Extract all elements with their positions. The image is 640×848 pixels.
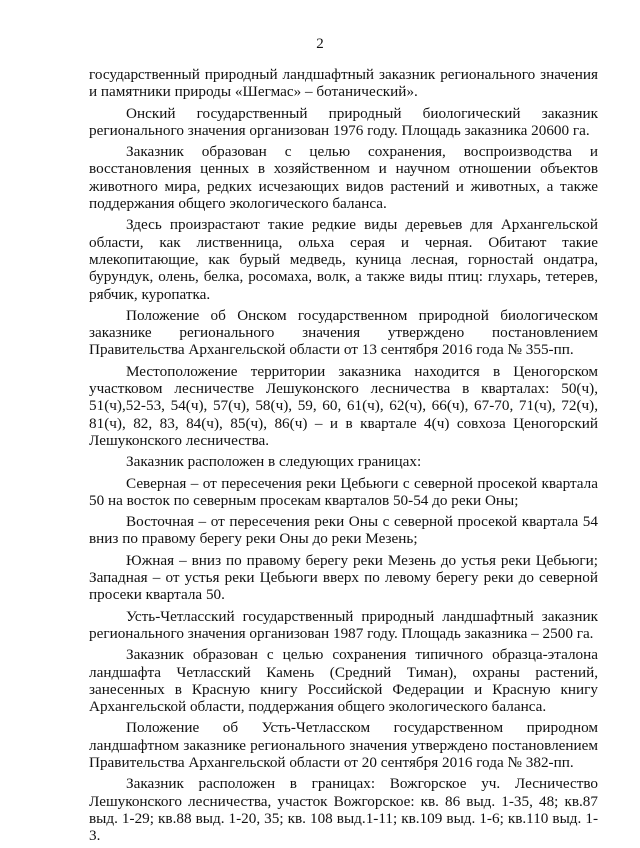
paragraph: Местоположение территории заказника находится в Ценогорском участковом лесничестве Лешуконского лесничества в кварталах: 50(ч), 51(ч),52-53, 54(ч), 57(ч), 58(ч), 59, 60, 61(ч), 62(ч), 66(ч), 67-70, 71(ч), 72(ч), 81(ч), 82, 83, 84(ч), 85(ч), 86(ч) – и в квартале 4(ч) совхоза Ценогорский Лешуконского лесничества. <box>89 362 598 449</box>
paragraph: Здесь произрастают такие редкие виды деревьев для Архангельской области, как лиственница, ольха серая и черная. Обитают такие млекопитающие, как бурый медведь, куница лесная, горностай ондатра, бурундук, олень, белка, росомаха, волк, а также виды птиц: глухарь, тетерев, рябчик, куропатка. <box>89 216 598 303</box>
paragraph: Заказник расположен в границах: Вожгорское уч. Лесничество Лешуконского лесничества, участок Вожгорское: кв. 86 выд. 1-35, 48; кв.87 выд. 1-29; кв.88 выд. 1-20, 35; кв. 108 выд.1-11; кв.109 выд. 1-6; кв.110 выд. 1-3. <box>89 775 598 845</box>
paragraph: Южная – вниз по правому берегу реки Мезень до устья реки Цебьюги; Западная – от устья реки Цебьюги вверх по левому берегу реки до северной просеки квартала 50. <box>89 551 598 604</box>
paragraph: Заказник образован с целью сохранения типичного образца-эталона ландшафта Четласский Камень (Средний Тиман), охраны растений, занесенных в Красную книгу Российской Федерации и Красную книгу Архангельской области, поддержания общего экологического баланса. <box>89 646 598 716</box>
paragraph: Положение об Онском государственном природной биологическом заказнике регионального значения утверждено постановлением Правительства Архангельской области от 13 сентября 2016 года № 355-пп. <box>89 306 598 359</box>
paragraph: Усть-Четласский государственный природный ландшафтный заказник регионального значения организован 1987 году. Площадь заказника – 2500 га. <box>89 607 598 642</box>
paragraph: Северная – от пересечения реки Цебьюги с северной просекой квартала 50 на восток по северным просекам кварталов 50-54 до реки Оны; <box>89 474 598 509</box>
paragraph: государственный природный ландшафтный заказник регионального значения и памятники природы «Шегмас» – ботанический». <box>89 66 598 101</box>
paragraph: Заказник расположен в следующих границах: <box>126 453 422 471</box>
paragraph: Восточная – от пересечения реки Оны с северной просекой квартала 54 вниз по правому берегу реки Оны до реки Мезень; <box>89 513 598 548</box>
paragraph: Онский государственный природный биологический заказник регионального значения организован 1976 году. Площадь заказника 20600 га. <box>89 104 598 139</box>
page-number: 2 <box>316 36 324 52</box>
paragraph: Положение об Усть-Четласском государственном природном ландшафтном заказнике регионального значения утверждено постановлением Правительства Архангельской области от 20 сентября 2016 года № 382-пп. <box>89 719 598 771</box>
document-body <box>89 66 598 848</box>
paragraph: Заказник образован с целью сохранения, воспроизводства и восстановления ценных в хозяйственном и научном отношении объектов животного мира, редких исчезающих видов растений и животных, а также поддержания общего экологического баланса. <box>89 143 598 213</box>
